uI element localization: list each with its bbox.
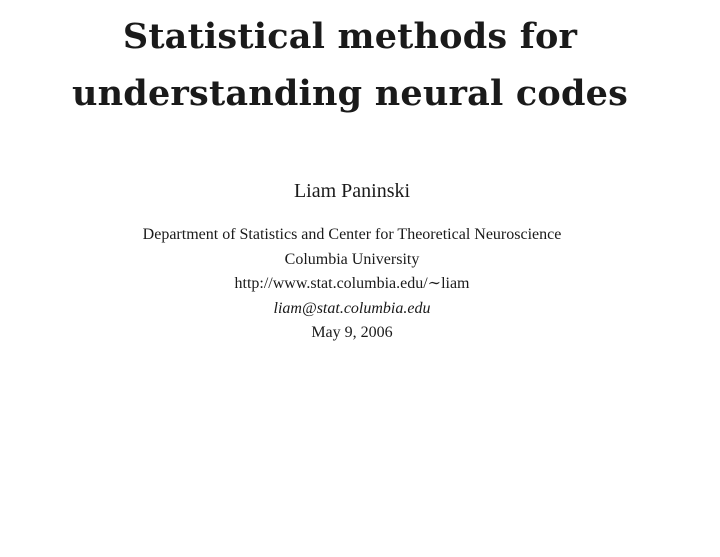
- homepage-url: http://www.stat.columbia.edu/∼liam: [234, 275, 470, 292]
- title-line-2: understanding neural codes: [71, 73, 628, 114]
- university: Columbia University: [284, 251, 420, 268]
- title-line-1: Statistical methods for: [122, 16, 578, 57]
- email-address: liam@stat.columbia.edu: [273, 300, 431, 317]
- date: May 9, 2006: [311, 324, 393, 341]
- department: Department of Statistics and Center for Theoretical Neuroscience: [142, 226, 562, 243]
- author-name: Liam Paninski: [293, 180, 411, 202]
